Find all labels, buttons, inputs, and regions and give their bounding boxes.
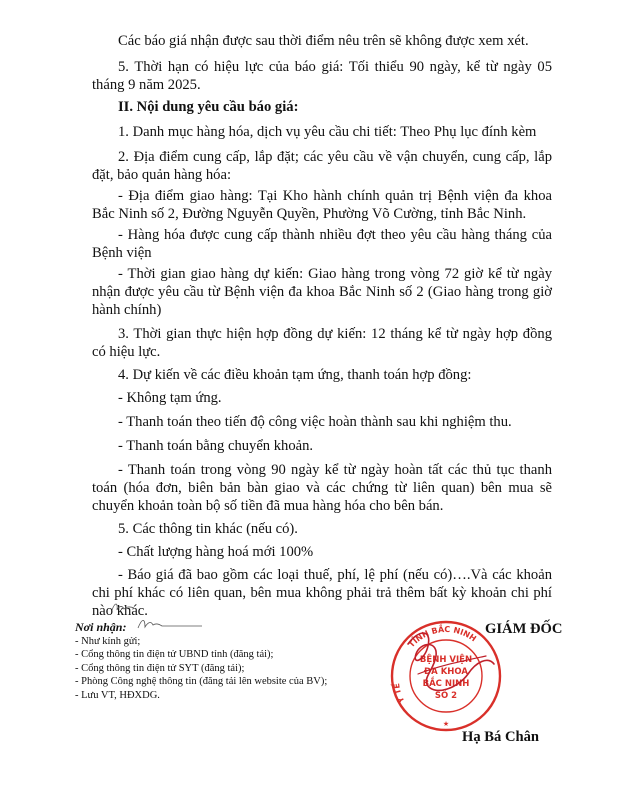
stamp-line: SỐ 2	[434, 691, 458, 701]
stamp-line: BẮC NINH	[422, 679, 470, 689]
initial-scribble	[110, 600, 136, 614]
paragraph-contract-time: 3. Thời gian thực hiện hợp đồng dự kiến: 12 tháng kể từ ngày hợp đồng có hiệu lực.	[92, 326, 552, 360]
recipients-scribble	[136, 616, 206, 632]
recipient-item: - Cổng thông tin điện tử SYT (đăng tải);	[75, 662, 245, 674]
recipient-item: - Như kính gửi;	[75, 636, 141, 647]
paragraph-item-list: 1. Danh mục hàng hóa, dịch vụ yêu cầu chi tiết: Theo Phụ lục đính kèm	[118, 124, 537, 140]
paragraph-quality: - Chất lượng hàng hoá mới 100%	[118, 544, 314, 560]
recipient-item: - Lưu VT, HĐXDG.	[75, 689, 160, 701]
paragraph-no-advance: - Không tạm ứng.	[118, 390, 222, 406]
section-heading: II. Nội dung yêu cầu báo giá:	[118, 99, 299, 115]
paragraph-batches: - Hàng hóa được cung cấp thành nhiều đợt theo yêu cầu hàng tháng của Bệnh viện	[92, 227, 552, 261]
paragraph-validity: 5. Thời hạn có hiệu lực của báo giá: Tối thiểu 90 ngày, kể từ ngày 05 tháng 9 năm 2025.	[92, 59, 552, 93]
paragraph-other-info: 5. Các thông tin khác (nếu có).	[118, 521, 298, 537]
paragraph-delivery-place: 2. Địa điểm cung cấp, lắp đặt; các yêu cầu về vận chuyển, cung cấp, lắp đặt, bảo quản hàng hóa:	[92, 149, 552, 183]
recipients-title: Nơi nhận:	[75, 620, 127, 634]
stamp-line: BỆNH VIỆN	[419, 655, 473, 665]
paragraph-payment-window: - Thanh toán trong vòng 90 ngày kể từ ngày hoàn tất các thủ tục thanh toán (hóa đơn, biên bản bàn giao và các chứng từ liên quan) bên mua sẽ chuyển khoản toàn bộ số tiền đã mua hàng hóa cho bên bán.	[92, 462, 552, 514]
paragraph-taxes: - Báo giá đã bao gồm các loại thuế, phí, lệ phí (nếu có)….Và các khoản chi phí khác có liên quan, bên mua không phải trả thêm bất kỳ khoản chi phí nào khác.	[92, 567, 552, 619]
stamp-line: ĐA KHOA	[424, 667, 468, 677]
stamp-ring-text: TỈNH BẮC NINH	[406, 624, 478, 650]
signer-name: Hạ Bá Chân	[462, 729, 540, 745]
stamp-ring-code: Y TẾ	[392, 682, 407, 705]
handwritten-signature	[398, 626, 508, 706]
recipients-block	[75, 620, 405, 702]
paragraph-delivery-time: - Thời gian giao hàng dự kiến: Giao hàng trong vòng 72 giờ kể từ ngày nhận được yêu cầu từ Bệnh viện đa khoa Bắc Ninh số 2 (Giao hàng trong giờ hành chính)	[92, 266, 552, 318]
recipient-item: - Phòng Công nghệ thông tin (đăng tải lên website của BV);	[75, 676, 328, 688]
paragraph-bank-transfer: - Thanh toán bằng chuyển khoản.	[118, 438, 314, 454]
paragraph-progress-payment: - Thanh toán theo tiến độ công việc hoàn thành sau khi nghiệm thu.	[118, 414, 512, 430]
recipient-item: - Cổng thông tin điện tử UBND tỉnh (đăng tải);	[75, 649, 274, 661]
signer-title: GIÁM ĐỐC	[485, 621, 563, 637]
paragraph-delivery-address: - Địa điểm giao hàng: Tại Kho hành chính quản trị Bệnh viện đa khoa Bắc Ninh số 2, Đường Nguyễn Quyền, Phường Võ Cường, tỉnh Bắc Ninh.	[92, 188, 552, 222]
stamp-star-icon: ★	[442, 720, 450, 728]
paragraph-deadline-note: Các báo giá nhận được sau thời điểm nêu trên sẽ không được xem xét.	[118, 33, 529, 49]
paragraph-payment-terms: 4. Dự kiến về các điều khoản tạm ứng, thanh toán hợp đồng:	[118, 367, 472, 383]
